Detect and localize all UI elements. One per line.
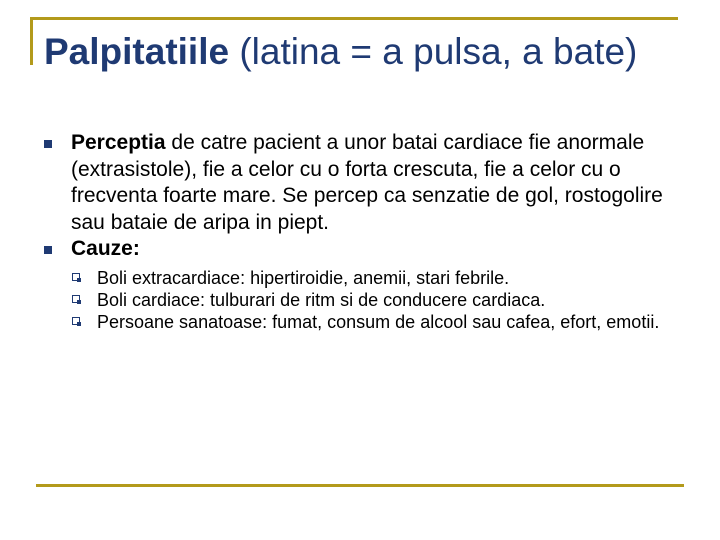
cause-text: Boli cardiace: tulburari de ritm si de conducere cardiaca.	[97, 289, 546, 310]
bullet-text: de catre pacient a unor batai cardiace fie anormale (extrasistole), fie a celor cu o forta crescuta, fie a celor cu o frecventa foarte mare. Se percep ca senzatie de gol, rostogolire sau bataie de aripa in piept.	[71, 131, 663, 234]
cause-item	[44, 311, 684, 333]
box-bullet-icon	[72, 317, 80, 325]
cause-item	[44, 267, 684, 289]
square-bullet-icon	[44, 246, 52, 254]
square-bullet-icon	[44, 140, 52, 148]
bullet-item-perception	[44, 130, 684, 236]
slide-body	[44, 130, 684, 333]
title-term: Palpitatiile	[44, 31, 230, 72]
causes-list	[44, 267, 684, 333]
bottom-rule	[36, 484, 684, 487]
box-bullet-icon	[72, 273, 80, 281]
box-bullet-icon	[72, 295, 80, 303]
bullet-term: Cauze:	[71, 237, 140, 260]
bullet-term: Perceptia	[71, 131, 166, 154]
cause-text: Boli extracardiace: hipertiroidie, anemii, stari febrile.	[97, 267, 510, 288]
cause-item	[44, 289, 684, 311]
title-explanation: (latina = a pulsa, a bate)	[229, 31, 638, 72]
left-rule	[30, 17, 33, 65]
top-rule	[30, 17, 678, 20]
bullet-item-causes	[44, 236, 684, 263]
slide-title	[44, 28, 664, 76]
cause-text: Persoane sanatoase: fumat, consum de alcool sau cafea, efort, emotii.	[97, 311, 660, 332]
